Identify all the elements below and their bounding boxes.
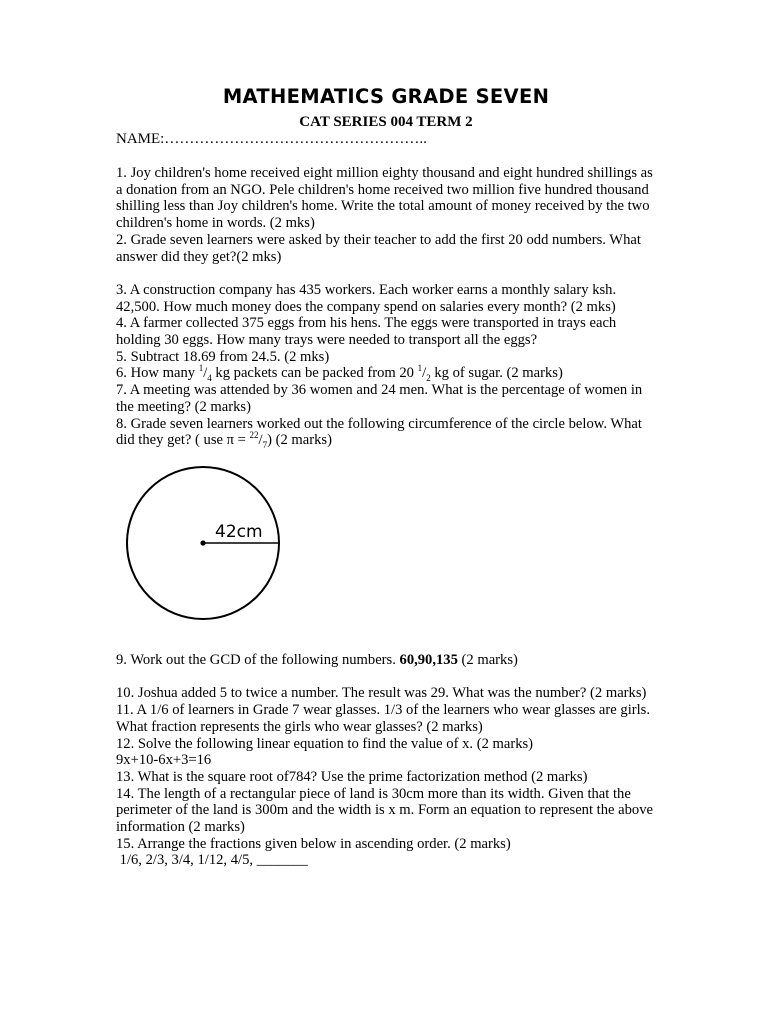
radius-label: 42cm: [215, 522, 263, 542]
question-12: 12. Solve the following linear equation to find the value of x. (2 marks): [116, 735, 534, 752]
question-11: 11. A 1/6 of learners in Grade 7 wear glasses. 1/3 of the learners who wear glasses are girls. What fraction represents the girls who wear glasses? (2 marks): [116, 702, 650, 735]
gcd-numbers: 60,90,135: [399, 652, 458, 668]
question-8-text-b: ) (2 marks): [267, 432, 332, 449]
fraction-numerator: 1: [198, 363, 204, 374]
question-2: 2. Grade seven learners were asked by their teacher to add the first 20 odd numbers. What answer did they get?(2 mks): [116, 231, 641, 265]
question-4: 4. A farmer collected 375 eggs from his hens. The eggs were transported in trays each holding 30 eggs. How many trays were needed to transport all the eggs?: [116, 315, 617, 349]
question-6: 6. How many $^1/_4$ kg packets can be packed from 20 $^1/_2$ kg of sugar. (2 marks): [116, 363, 563, 384]
pi-numerator: 22: [249, 430, 259, 441]
circle-diagram: [116, 466, 316, 626]
page-title: MATHEMATICS GRADE SEVEN: [222, 85, 550, 108]
page-subtitle: CAT SERIES 004 TERM 2: [299, 114, 473, 130]
question-15-list: 1/6, 2/3, 3/4, 1/12, 4/5, _______: [116, 852, 308, 869]
question-10: 10. Joshua added 5 to twice a number. The result was 29. What was the number? (2 marks): [116, 685, 647, 702]
question-15: 15. Arrange the fractions given below in ascending order. (2 marks): [116, 835, 511, 852]
pi-denominator: 7: [262, 440, 268, 451]
question-8: 8. Grade seven learners worked out the following circumference of the circle below. What did they get? ( use $\pi = ^{22}/_7$) (2 marks): [116, 415, 642, 451]
question-7: 7. A meeting was attended by 36 women and 24 men. What is the percentage of women in the meeting? (2 marks): [116, 382, 643, 415]
question-8-text-a: 8. Grade seven learners worked out the following circumference of the circle below. What did they get? ( use π =: [116, 415, 642, 449]
question-13: 13. What is the square root of784? Use the prime factorization method (2 marks): [116, 768, 588, 785]
question-5: 5. Subtract 18.69 from 24.5. (2 mks): [116, 348, 330, 365]
question-9-text-b: (2 marks): [457, 652, 518, 668]
question-9-text-a: 9. Work out the GCD of the following numbers.: [116, 652, 400, 668]
question-1: 1. Joy children's home received eight million eighty thousand and eight hundred shillings as a donation from an NGO. Pele children's home received two million five hundred thousand shilling less than Joy children's home. Write the total amount of money received by the two children's home in words. (2 mks): [116, 165, 653, 232]
question-9: [116, 652, 656, 669]
question-6-text-c: kg of sugar. (2 marks): [430, 365, 563, 382]
center-point: [200, 540, 205, 545]
fraction-denominator: 4: [207, 373, 212, 384]
question-14: 14. The length of a rectangular piece of land is 30cm more than its width. Given that the perimeter of the land is 300m and the width is x m. Form an equation to represent the above information (2 marks): [116, 785, 653, 836]
question-6-text-a: 6. How many: [116, 365, 199, 382]
question-3: 3. A construction company has 435 workers. Each worker earns a monthly salary ksh. 42,500. How much money does the company spend on salaries every month? (2 mks): [116, 281, 617, 315]
fraction-denominator: 2: [426, 373, 431, 384]
spacer: [116, 669, 656, 686]
worksheet-page: [116, 86, 656, 449]
spacer: [116, 265, 656, 282]
fraction-numerator: 1: [417, 363, 423, 374]
question-6-text-b: kg packets can be packed from 20: [211, 365, 418, 382]
question-12-equation: 9x+10-6x+3=16: [116, 752, 212, 769]
worksheet-lower: [116, 652, 656, 869]
name-field: NAME:……………………………………………..: [116, 131, 427, 147]
